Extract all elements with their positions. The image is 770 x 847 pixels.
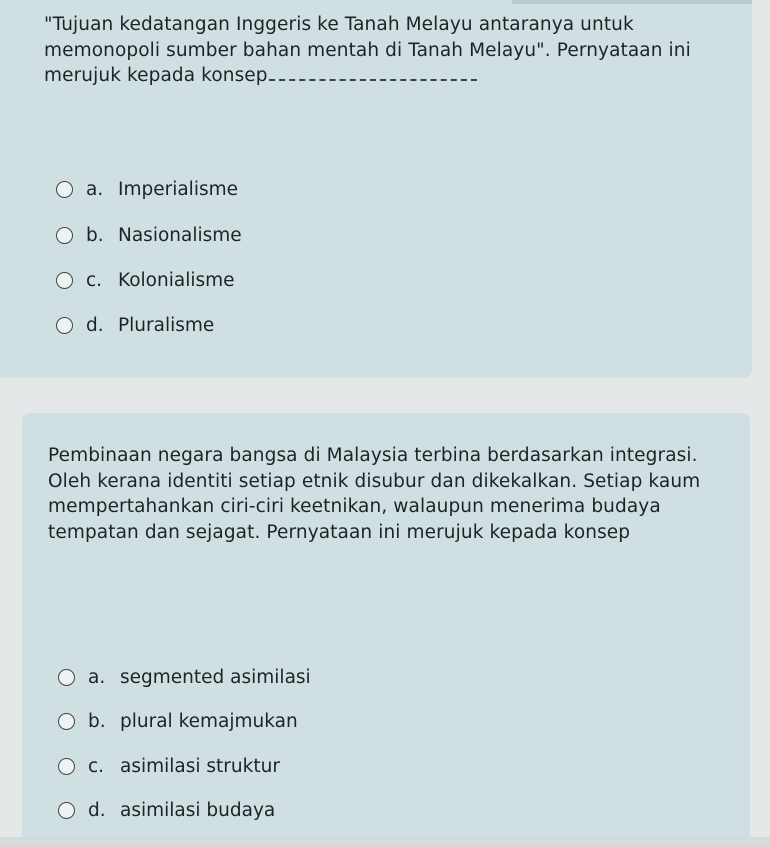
option-letter: d.: [88, 799, 106, 821]
option-label: segmented asimilasi: [120, 666, 311, 688]
option-d[interactable]: [58, 796, 275, 824]
question-text-container: [44, 12, 734, 89]
question-text: Pembinaan negara bangsa di Malaysia terbina berdasarkan integrasi. Oleh kerana identiti setiap etnik disubur dan dikekalkan. Setiap kaum mempertahankan ciri-ciri keetnikan, walaupun menerima budaya tempatan dan sejagat. Pernyataan ini merujuk kepada konsep: [48, 445, 701, 543]
option-c[interactable]: [58, 752, 280, 780]
option-letter: b.: [86, 224, 104, 246]
question-card-2: [22, 413, 750, 837]
radio-button-icon[interactable]: [56, 227, 73, 244]
option-c[interactable]: [56, 266, 235, 294]
option-d[interactable]: [56, 311, 214, 339]
option-label: plural kemajmukan: [120, 710, 298, 732]
option-letter: c.: [88, 755, 105, 777]
radio-button-icon[interactable]: [58, 669, 75, 686]
option-label: Kolonialisme: [118, 269, 235, 291]
option-label: asimilasi budaya: [120, 799, 276, 821]
option-label: asimilasi struktur: [120, 755, 280, 777]
question-card-1: [0, 0, 752, 378]
option-a[interactable]: [56, 175, 238, 203]
card-top-edge: [512, 0, 752, 4]
option-b[interactable]: [58, 707, 298, 735]
option-letter: d.: [86, 314, 104, 336]
radio-button-icon[interactable]: [58, 802, 75, 819]
question-text: "Tujuan kedatangan Inggeris ke Tanah Melayu antaranya untuk memonopoli sumber bahan mentah di Tanah Melayu". Pernyataan ini merujuk kepada konsep: [44, 14, 691, 86]
option-label: Imperialisme: [118, 178, 239, 200]
option-label: Nasionalisme: [118, 224, 242, 246]
answer-blank: [269, 65, 477, 81]
radio-button-icon[interactable]: [56, 272, 73, 289]
option-label: Pluralisme: [118, 314, 215, 336]
radio-button-icon[interactable]: [58, 713, 75, 730]
option-letter: b.: [88, 710, 106, 732]
radio-button-icon[interactable]: [56, 317, 73, 334]
option-b[interactable]: [56, 221, 242, 249]
radio-button-icon[interactable]: [56, 181, 73, 198]
page-bottom-edge: [0, 837, 770, 847]
option-letter: c.: [86, 269, 103, 291]
radio-button-icon[interactable]: [58, 758, 75, 775]
option-a[interactable]: [58, 663, 311, 691]
option-letter: a.: [88, 666, 106, 688]
option-letter: a.: [86, 178, 104, 200]
